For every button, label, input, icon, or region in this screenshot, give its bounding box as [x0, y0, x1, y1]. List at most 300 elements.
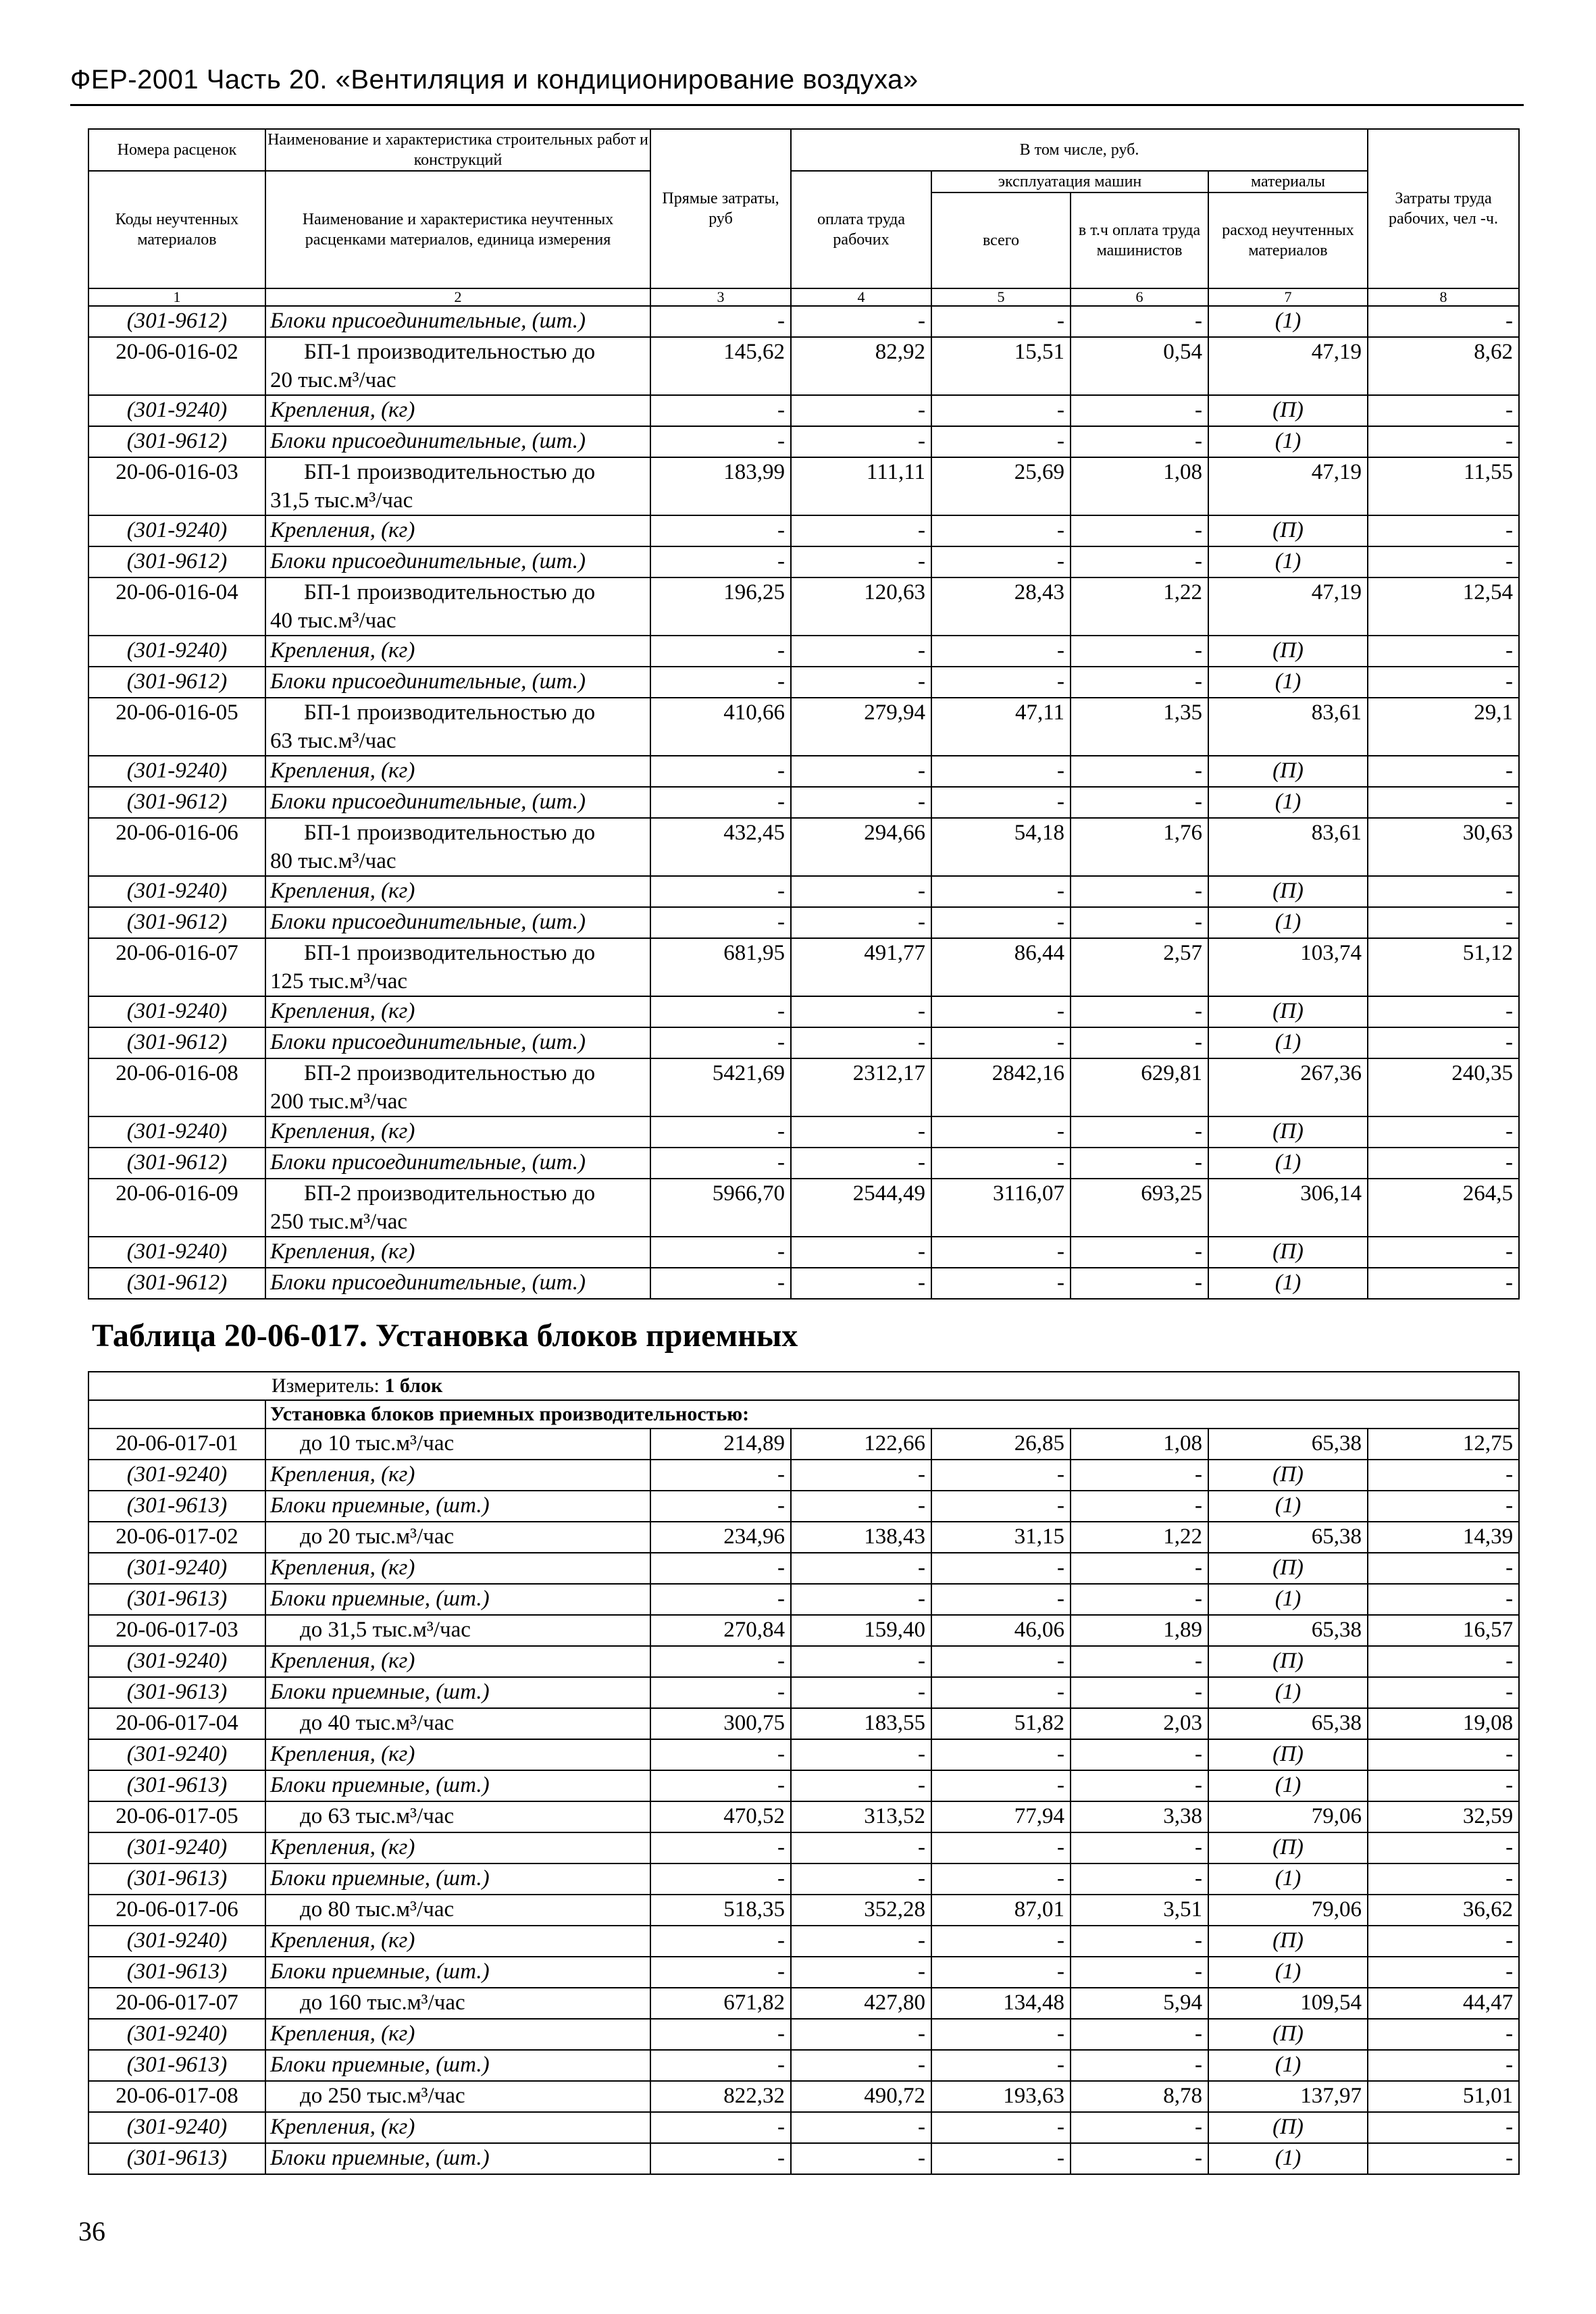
material-row: [88, 1926, 1519, 1957]
material-row: [88, 667, 1519, 698]
direct-cost: -: [650, 996, 791, 1027]
material-cost: 267,36: [1208, 1058, 1368, 1116]
direct-cost: -: [650, 636, 791, 667]
header-rate-numbers: Номера расценок: [88, 129, 265, 171]
labor-cost: 51,12: [1368, 938, 1519, 996]
machinist-wages: -: [1071, 1237, 1208, 1268]
column-number: 7: [1208, 288, 1368, 306]
direct-cost: -: [650, 2143, 791, 2174]
machinist-wages: -: [1071, 756, 1208, 787]
header-machine-total: всего: [931, 192, 1071, 288]
machine-total: 3116,07: [931, 1179, 1071, 1237]
material-row: [88, 1148, 1519, 1179]
material-row: [88, 1237, 1519, 1268]
material-row: [88, 1491, 1519, 1522]
direct-cost: 822,32: [650, 2081, 791, 2112]
direct-cost: -: [650, 787, 791, 818]
material-row: [88, 1460, 1519, 1491]
labor-cost: -: [1368, 306, 1519, 337]
material-row: [88, 1027, 1519, 1058]
material-code: (301-9240): [88, 756, 265, 787]
machinist-wages: -: [1071, 1957, 1208, 1988]
rate-description: [265, 1058, 650, 1116]
material-name: Блоки присоединительные, (шт.): [265, 1268, 650, 1299]
rate-description-line: 31,5 тыс.м³/час: [270, 488, 413, 513]
material-amount: (1): [1208, 1863, 1368, 1895]
rate-description-line: БП-1 производительностью до: [304, 580, 596, 605]
material-name: Крепления, (кг): [265, 1460, 650, 1491]
header-direct-costs: Прямые затраты, руб: [650, 129, 791, 288]
rate-code: 20-06-017-03: [88, 1615, 265, 1646]
rate-description-line: БП-1 производительностью до: [304, 700, 596, 725]
direct-cost: -: [650, 2050, 791, 2081]
header-machinist-wages: в т.ч оплата труда машинистов: [1071, 192, 1208, 288]
worker-wages: -: [791, 1027, 931, 1058]
material-name: Блоки присоединительные, (шт.): [265, 1027, 650, 1058]
machine-total: 77,94: [931, 1801, 1071, 1832]
direct-cost: -: [650, 2019, 791, 2050]
material-name: Блоки приемные, (шт.): [265, 2050, 650, 2081]
worker-wages: -: [791, 1957, 931, 1988]
direct-cost: -: [650, 667, 791, 698]
worker-wages: 2544,49: [791, 1179, 931, 1237]
machine-total: -: [931, 1268, 1071, 1299]
labor-cost: -: [1368, 515, 1519, 546]
column-number: 8: [1368, 288, 1519, 306]
labor-cost: -: [1368, 1770, 1519, 1801]
direct-cost: 234,96: [650, 1522, 791, 1553]
rate-description-line: 200 тыс.м³/час: [270, 1089, 408, 1114]
material-name: Крепления, (кг): [265, 996, 650, 1027]
rate-row: [88, 337, 1519, 395]
header-including: В том числе, руб.: [791, 129, 1368, 171]
worker-wages: -: [791, 1863, 931, 1895]
direct-cost: 681,95: [650, 938, 791, 996]
machinist-wages: -: [1071, 1584, 1208, 1615]
material-code: (301-9612): [88, 426, 265, 457]
direct-cost: 145,62: [650, 337, 791, 395]
material-name: Крепления, (кг): [265, 876, 650, 907]
machine-total: -: [931, 907, 1071, 938]
direct-cost: 300,75: [650, 1708, 791, 1739]
machine-total: -: [931, 756, 1071, 787]
machine-total: -: [931, 395, 1071, 426]
machinist-wages: 1,76: [1071, 818, 1208, 876]
machinist-wages: -: [1071, 1553, 1208, 1584]
material-name: Блоки приемные, (шт.): [265, 1491, 650, 1522]
machine-total: 46,06: [931, 1615, 1071, 1646]
rate-row: [88, 1522, 1519, 1553]
material-row: [88, 395, 1519, 426]
machine-total: -: [931, 546, 1071, 577]
machinist-wages: -: [1071, 2112, 1208, 2143]
material-amount: (П): [1208, 876, 1368, 907]
direct-cost: 183,99: [650, 457, 791, 515]
machinist-wages: -: [1071, 1926, 1208, 1957]
material-amount: (1): [1208, 2050, 1368, 2081]
rate-code: 20-06-016-02: [88, 337, 265, 395]
material-name: Блоки присоединительные, (шт.): [265, 546, 650, 577]
rate-description: до 250 тыс.м³/час: [265, 2081, 650, 2112]
material-name: Блоки присоединительные, (шт.): [265, 787, 650, 818]
material-code: (301-9613): [88, 2050, 265, 2081]
worker-wages: -: [791, 515, 931, 546]
rate-description: до 10 тыс.м³/час: [265, 1429, 650, 1460]
machine-total: -: [931, 1491, 1071, 1522]
material-row: [88, 996, 1519, 1027]
material-code: (301-9613): [88, 2143, 265, 2174]
machine-total: -: [931, 787, 1071, 818]
rate-description: до 80 тыс.м³/час: [265, 1895, 650, 1926]
labor-cost: 11,55: [1368, 457, 1519, 515]
direct-cost: -: [650, 876, 791, 907]
material-code: (301-9612): [88, 787, 265, 818]
labor-cost: -: [1368, 546, 1519, 577]
worker-wages: -: [791, 1677, 931, 1708]
material-amount: (П): [1208, 756, 1368, 787]
material-code: (301-9612): [88, 546, 265, 577]
machine-total: -: [931, 1460, 1071, 1491]
labor-cost: -: [1368, 1863, 1519, 1895]
machinist-wages: -: [1071, 546, 1208, 577]
labor-cost: -: [1368, 1677, 1519, 1708]
material-amount: (П): [1208, 1553, 1368, 1584]
rate-description-line: БП-1 производительностью до: [304, 460, 596, 484]
labor-cost: 44,47: [1368, 1988, 1519, 2019]
material-row: [88, 306, 1519, 337]
worker-wages: -: [791, 1832, 931, 1863]
machine-total: 31,15: [931, 1522, 1071, 1553]
rate-row: [88, 1179, 1519, 1237]
worker-wages: 491,77: [791, 938, 931, 996]
material-amount: (П): [1208, 1116, 1368, 1148]
rate-description-line: 20 тыс.м³/час: [270, 368, 396, 392]
material-name: Блоки приемные, (шт.): [265, 2143, 650, 2174]
machinist-wages: -: [1071, 1677, 1208, 1708]
direct-cost: 196,25: [650, 577, 791, 636]
worker-wages: 183,55: [791, 1708, 931, 1739]
material-amount: (П): [1208, 1926, 1368, 1957]
machine-total: -: [931, 996, 1071, 1027]
machinist-wages: -: [1071, 1460, 1208, 1491]
header-material-codes: Коды неучтенных материалов: [88, 171, 265, 288]
direct-cost: -: [650, 1491, 791, 1522]
material-amount: (1): [1208, 2143, 1368, 2174]
material-row: [88, 1770, 1519, 1801]
material-row: [88, 636, 1519, 667]
labor-cost: 16,57: [1368, 1615, 1519, 1646]
labor-cost: -: [1368, 1584, 1519, 1615]
worker-wages: -: [791, 1237, 931, 1268]
rate-description: [265, 577, 650, 636]
material-row: [88, 2143, 1519, 2174]
material-name: Крепления, (кг): [265, 636, 650, 667]
labor-cost: -: [1368, 1237, 1519, 1268]
machine-total: -: [931, 1739, 1071, 1770]
material-amount: (1): [1208, 306, 1368, 337]
rate-description-line: БП-1 производительностью до: [304, 821, 596, 845]
running-title: ФЕР-2001 Часть 20. «Вентиляция и кондиционирование воздуха»: [70, 65, 919, 95]
worker-wages: -: [791, 1491, 931, 1522]
rate-description: [265, 938, 650, 996]
material-name: Блоки приемные, (шт.): [265, 1770, 650, 1801]
labor-cost: -: [1368, 756, 1519, 787]
material-cost: 83,61: [1208, 818, 1368, 876]
rate-code: 20-06-017-02: [88, 1522, 265, 1553]
material-name: Крепления, (кг): [265, 1116, 650, 1148]
material-name: Крепления, (кг): [265, 515, 650, 546]
machinist-wages: 693,25: [1071, 1179, 1208, 1237]
material-code: (301-9240): [88, 1553, 265, 1584]
material-row: [88, 2050, 1519, 2081]
header-work-description: Наименование и характеристика строительных работ и конструкций: [265, 129, 650, 171]
machinist-wages: 1,22: [1071, 1522, 1208, 1553]
rate-row: [88, 1708, 1519, 1739]
rate-row: [88, 577, 1519, 636]
rate-description: [265, 1179, 650, 1237]
material-code: (301-9613): [88, 1677, 265, 1708]
machine-total: -: [931, 1584, 1071, 1615]
material-cost: 109,54: [1208, 1988, 1368, 2019]
page-number: 36: [78, 2216, 105, 2246]
material-cost: 65,38: [1208, 1522, 1368, 1553]
rate-code: 20-06-016-08: [88, 1058, 265, 1116]
labor-cost: 264,5: [1368, 1179, 1519, 1237]
labor-cost: -: [1368, 1832, 1519, 1863]
material-name: Блоки приемные, (шт.): [265, 1584, 650, 1615]
material-code: (301-9613): [88, 1770, 265, 1801]
direct-cost: -: [650, 426, 791, 457]
machinist-wages: -: [1071, 907, 1208, 938]
worker-wages: 427,80: [791, 1988, 931, 2019]
material-name: Блоки приемные, (шт.): [265, 1957, 650, 1988]
table-body: [88, 1429, 1519, 2174]
material-amount: (1): [1208, 787, 1368, 818]
machinist-wages: -: [1071, 395, 1208, 426]
group-title: Установка блоков приемных производительностью:: [265, 1400, 1519, 1429]
material-code: (301-9240): [88, 2112, 265, 2143]
labor-cost: -: [1368, 2143, 1519, 2174]
rate-row: [88, 1801, 1519, 1832]
machine-total: 2842,16: [931, 1058, 1071, 1116]
header-material-description: Наименование и характеристика неучтенных расценками материалов, единица измерения: [265, 171, 650, 288]
direct-cost: 214,89: [650, 1429, 791, 1460]
machine-total: 193,63: [931, 2081, 1071, 2112]
direct-cost: -: [650, 1460, 791, 1491]
column-number: 1: [88, 288, 265, 306]
material-amount: (1): [1208, 1148, 1368, 1179]
material-code: (301-9612): [88, 1268, 265, 1299]
rate-description-line: БП-1 производительностью до: [304, 340, 596, 364]
material-cost: 306,14: [1208, 1179, 1368, 1237]
direct-cost: -: [650, 1926, 791, 1957]
material-cost: 47,19: [1208, 577, 1368, 636]
material-code: (301-9612): [88, 667, 265, 698]
material-name: Крепления, (кг): [265, 1646, 650, 1677]
rate-description: до 40 тыс.м³/час: [265, 1708, 650, 1739]
labor-cost: -: [1368, 1646, 1519, 1677]
direct-cost: 5966,70: [650, 1179, 791, 1237]
rate-code: 20-06-016-07: [88, 938, 265, 996]
material-name: Крепления, (кг): [265, 1739, 650, 1770]
direct-cost: 671,82: [650, 1988, 791, 2019]
rate-row: [88, 2081, 1519, 2112]
machinist-wages: -: [1071, 2019, 1208, 2050]
labor-cost: -: [1368, 2019, 1519, 2050]
material-cost: 65,38: [1208, 1615, 1368, 1646]
material-amount: (1): [1208, 1957, 1368, 1988]
material-row: [88, 1832, 1519, 1863]
material-row: [88, 1553, 1519, 1584]
direct-cost: -: [650, 1268, 791, 1299]
rate-description-line: БП-1 производительностью до: [304, 941, 596, 965]
machinist-wages: -: [1071, 1148, 1208, 1179]
material-name: Блоки присоединительные, (шт.): [265, 907, 650, 938]
material-code: (301-9240): [88, 996, 265, 1027]
table-header: [88, 129, 1519, 306]
labor-cost: -: [1368, 1957, 1519, 1988]
rate-code: 20-06-017-05: [88, 1801, 265, 1832]
worker-wages: -: [791, 876, 931, 907]
machinist-wages: 2,57: [1071, 938, 1208, 996]
worker-wages: 490,72: [791, 2081, 931, 2112]
worker-wages: -: [791, 1116, 931, 1148]
material-row: [88, 1677, 1519, 1708]
rate-code: 20-06-016-04: [88, 577, 265, 636]
direct-cost: -: [650, 1770, 791, 1801]
direct-cost: -: [650, 1148, 791, 1179]
labor-cost: -: [1368, 996, 1519, 1027]
direct-cost: -: [650, 756, 791, 787]
machine-total: -: [931, 515, 1071, 546]
worker-wages: -: [791, 1739, 931, 1770]
worker-wages: -: [791, 1460, 931, 1491]
machine-total: -: [931, 1770, 1071, 1801]
material-amount: (П): [1208, 996, 1368, 1027]
material-name: Блоки присоединительные, (шт.): [265, 306, 650, 337]
material-name: Крепления, (кг): [265, 2019, 650, 2050]
worker-wages: -: [791, 667, 931, 698]
material-amount: (1): [1208, 1677, 1368, 1708]
rate-description-line: БП-2 производительностью до: [304, 1061, 596, 1085]
material-code: (301-9613): [88, 1584, 265, 1615]
rate-description: до 20 тыс.м³/час: [265, 1522, 650, 1553]
machine-total: -: [931, 1863, 1071, 1895]
rate-row: [88, 1615, 1519, 1646]
worker-wages: -: [791, 756, 931, 787]
material-code: (301-9240): [88, 1739, 265, 1770]
worker-wages: -: [791, 1553, 931, 1584]
material-amount: (1): [1208, 1770, 1368, 1801]
direct-cost: -: [650, 1957, 791, 1988]
labor-cost: 240,35: [1368, 1058, 1519, 1116]
direct-cost: -: [650, 1553, 791, 1584]
material-name: Блоки приемные, (шт.): [265, 1677, 650, 1708]
rate-code: 20-06-017-07: [88, 1988, 265, 2019]
material-row: [88, 1268, 1519, 1299]
machine-total: -: [931, 2050, 1071, 2081]
rate-row: [88, 938, 1519, 996]
machinist-wages: -: [1071, 515, 1208, 546]
rate-description-line: 80 тыс.м³/час: [270, 849, 396, 873]
material-code: (301-9240): [88, 395, 265, 426]
machine-total: -: [931, 1926, 1071, 1957]
material-amount: (П): [1208, 395, 1368, 426]
labor-cost: -: [1368, 1116, 1519, 1148]
rate-row: [88, 457, 1519, 515]
labor-cost: -: [1368, 2050, 1519, 2081]
machine-total: 51,82: [931, 1708, 1071, 1739]
material-name: Крепления, (кг): [265, 2112, 650, 2143]
machine-total: 87,01: [931, 1895, 1071, 1926]
direct-cost: 270,84: [650, 1615, 791, 1646]
machinist-wages: -: [1071, 787, 1208, 818]
labor-cost: -: [1368, 2112, 1519, 2143]
labor-cost: -: [1368, 426, 1519, 457]
column-number: 6: [1071, 288, 1208, 306]
material-row: [88, 2019, 1519, 2050]
material-row: [88, 1739, 1519, 1770]
machine-total: -: [931, 1148, 1071, 1179]
material-code: (301-9612): [88, 1027, 265, 1058]
material-cost: 137,97: [1208, 2081, 1368, 2112]
labor-cost: 29,1: [1368, 698, 1519, 756]
rate-code: 20-06-017-08: [88, 2081, 265, 2112]
rate-description-line: 250 тыс.м³/час: [270, 1210, 408, 1234]
header-rule: [70, 104, 1524, 106]
material-amount: (П): [1208, 1739, 1368, 1770]
direct-cost: -: [650, 1584, 791, 1615]
material-code: (301-9240): [88, 1646, 265, 1677]
direct-cost: 432,45: [650, 818, 791, 876]
rate-code: 20-06-016-09: [88, 1179, 265, 1237]
worker-wages: -: [791, 395, 931, 426]
machine-total: -: [931, 306, 1071, 337]
machine-total: -: [931, 1553, 1071, 1584]
section-title: Таблица 20-06-017. Установка блоков приемных: [92, 1318, 798, 1354]
material-row: [88, 907, 1519, 938]
measure-row: [88, 1372, 1519, 1400]
rate-row: [88, 1429, 1519, 1460]
labor-cost: -: [1368, 1027, 1519, 1058]
machinist-wages: 1,08: [1071, 1429, 1208, 1460]
direct-cost: -: [650, 1863, 791, 1895]
material-amount: (1): [1208, 1584, 1368, 1615]
labor-cost: -: [1368, 667, 1519, 698]
machinist-wages: -: [1071, 1116, 1208, 1148]
material-amount: (П): [1208, 1460, 1368, 1491]
labor-cost: 36,62: [1368, 1895, 1519, 1926]
material-code: (301-9612): [88, 907, 265, 938]
machine-total: 28,43: [931, 577, 1071, 636]
rate-row: [88, 818, 1519, 876]
material-code: (301-9240): [88, 1460, 265, 1491]
table-body: [88, 306, 1519, 1299]
direct-cost: -: [650, 1739, 791, 1770]
rate-code: 20-06-017-01: [88, 1429, 265, 1460]
worker-wages: -: [791, 907, 931, 938]
material-row: [88, 1116, 1519, 1148]
rate-description-line: 40 тыс.м³/час: [270, 609, 396, 633]
machine-total: -: [931, 2112, 1071, 2143]
material-cost: 47,19: [1208, 337, 1368, 395]
material-row: [88, 876, 1519, 907]
machine-total: 15,51: [931, 337, 1071, 395]
machinist-wages: 8,78: [1071, 2081, 1208, 2112]
worker-wages: 2312,17: [791, 1058, 931, 1116]
worker-wages: -: [791, 2019, 931, 2050]
direct-cost: 5421,69: [650, 1058, 791, 1116]
